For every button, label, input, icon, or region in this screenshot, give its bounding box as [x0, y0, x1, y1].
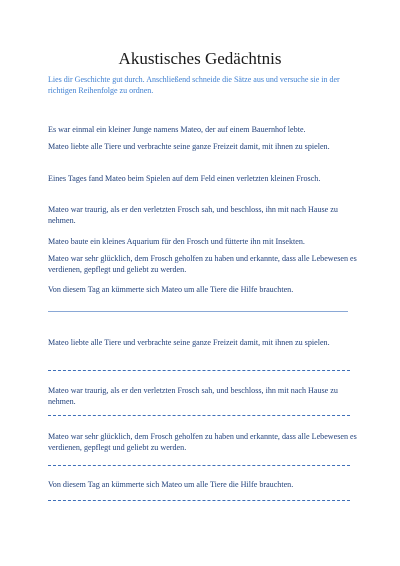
- cut-sentence-4: Von diesem Tag an kümmerte sich Mateo um alle Tiere die Hilfe brauchten.: [48, 480, 294, 489]
- story-sentence-4: Mateo war traurig, als er den verletzten Frosch sah, und beschloss, ihn mit nach Hause zu nehmen.: [48, 205, 338, 225]
- cut-sentence-2: Mateo war traurig, als er den verletzten Frosch sah, und beschloss, ihn mit nach Hause zu nehmen.: [48, 386, 338, 406]
- cut-line: [48, 465, 350, 466]
- story-sentence-7: Von diesem Tag an kümmerte sich Mateo um alle Tiere die Hilfe brauchten.: [48, 285, 294, 294]
- instructions-text: Lies dir Geschichte gut durch. Anschließend schneide die Sätze aus und versuche sie in der richtigen Reihenfolge zu ordnen.: [48, 75, 340, 95]
- cut-line: [48, 415, 350, 416]
- story-sentence-3: Eines Tages fand Mateo beim Spielen auf dem Feld einen verletzten kleinen Frosch.: [48, 174, 321, 183]
- section-divider: [48, 311, 348, 312]
- cut-sentence-3: Mateo war sehr glücklich, dem Frosch geholfen zu haben und erkannte, dass alle Lebewesen es verdienen, gepflegt und geliebt zu werden.: [48, 432, 357, 452]
- cut-line: [48, 500, 350, 501]
- story-sentence-6: Mateo war sehr glücklich, dem Frosch geholfen zu haben und erkannte, dass alle Lebewesen es verdienen, gepflegt und geliebt zu werden.: [48, 254, 357, 274]
- page-title: Akustisches Gedächtnis: [118, 49, 282, 68]
- cut-sentence-1: Mateo liebte alle Tiere und verbrachte seine ganze Freizeit damit, mit ihnen zu spielen.: [48, 338, 330, 347]
- cut-line: [48, 370, 350, 371]
- story-sentence-5: Mateo baute ein kleines Aquarium für den Frosch und fütterte ihn mit Insekten.: [48, 237, 305, 246]
- story-sentence-1: Es war einmal ein kleiner Junge namens Mateo, der auf einem Bauernhof lebte.: [48, 125, 306, 134]
- story-sentence-2: Mateo liebte alle Tiere und verbrachte seine ganze Freizeit damit, mit ihnen zu spielen.: [48, 142, 330, 151]
